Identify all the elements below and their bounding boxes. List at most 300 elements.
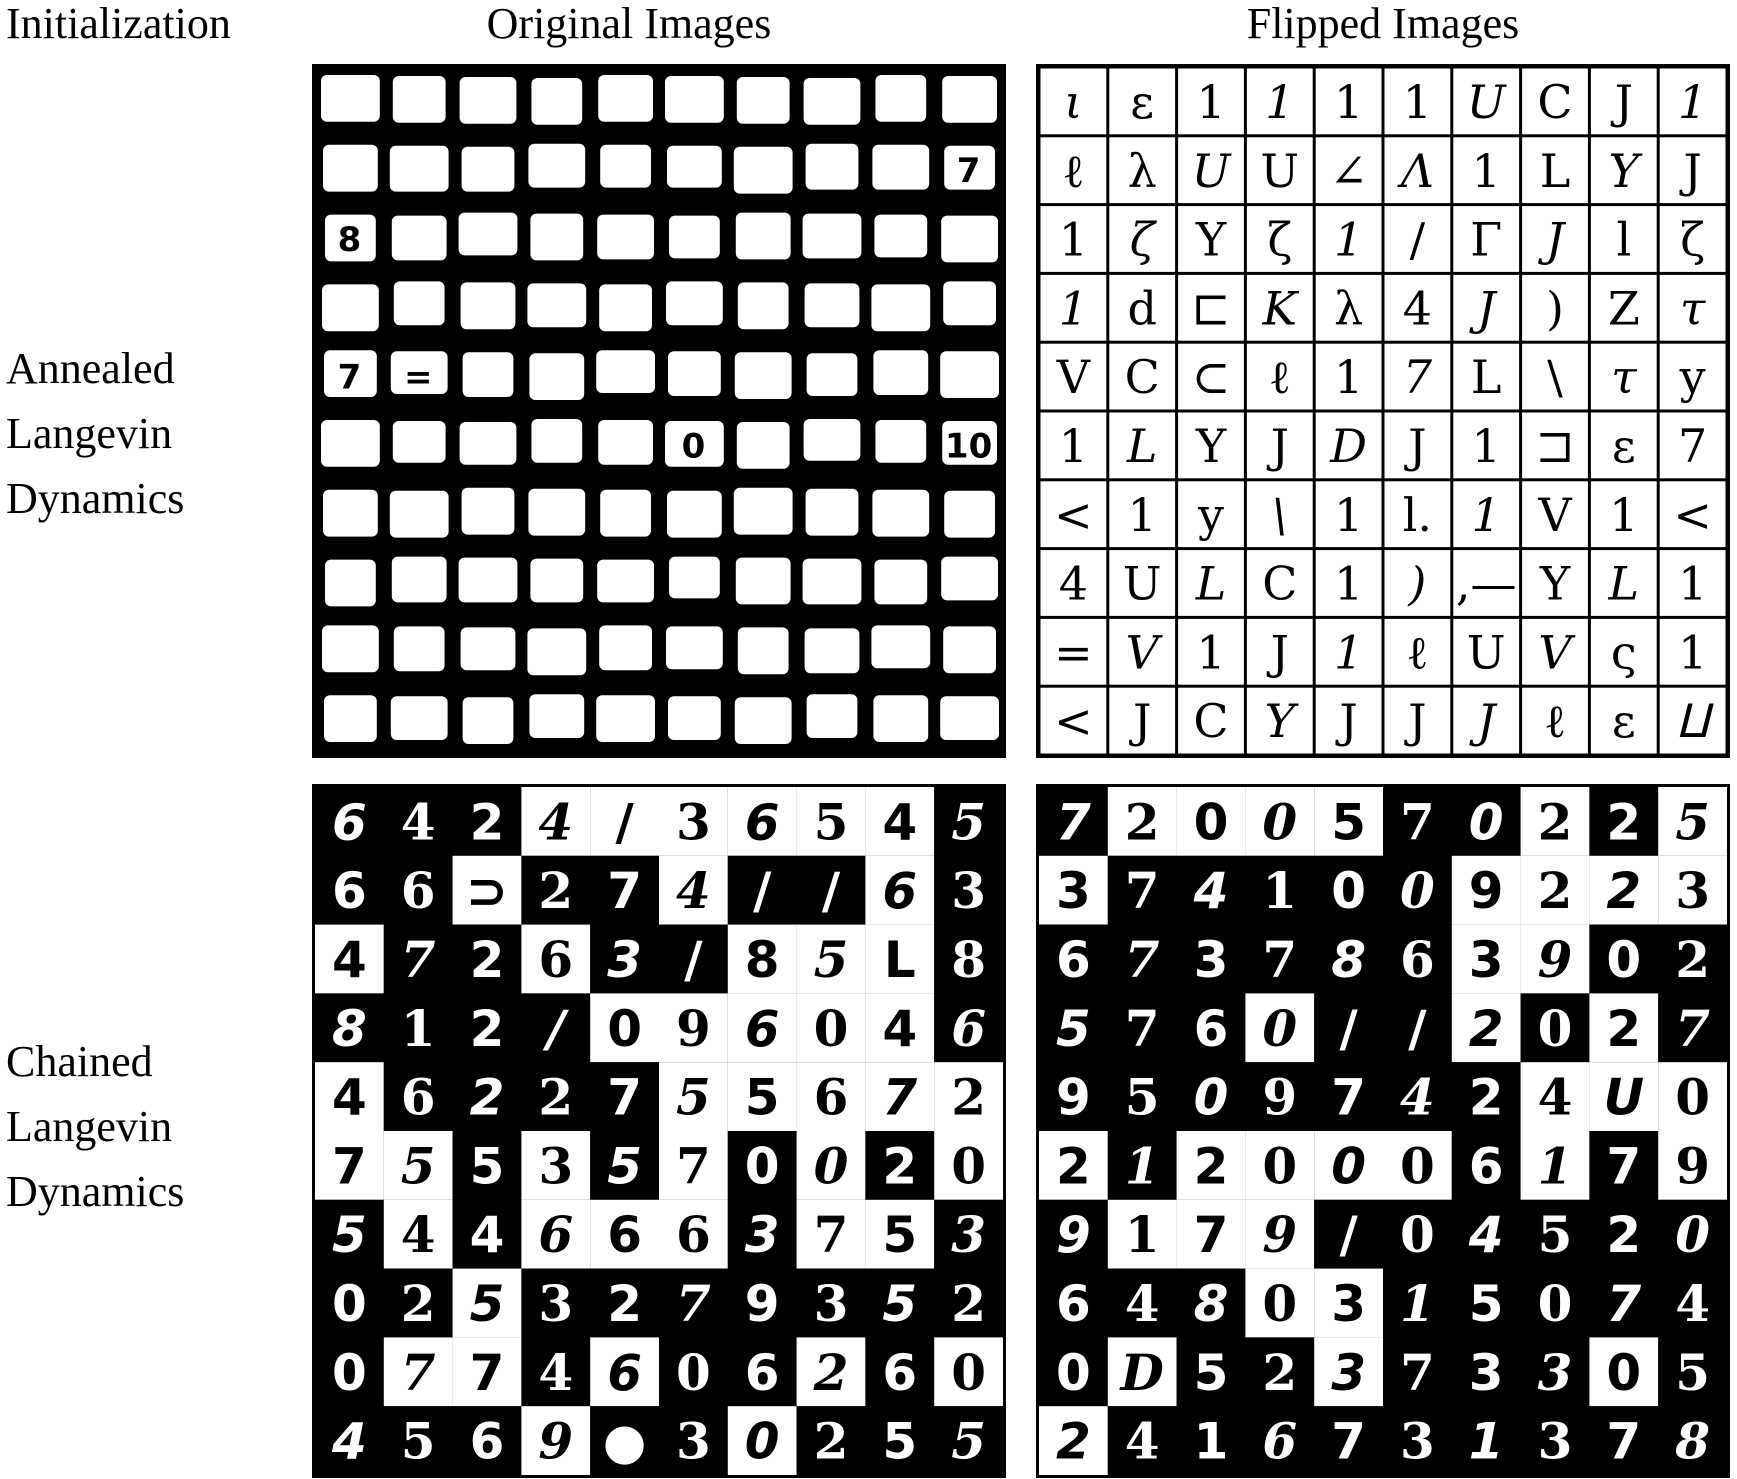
sample-glyph: 1 xyxy=(1471,487,1501,542)
sample-glyph: Y xyxy=(1539,556,1571,611)
sample-cell xyxy=(659,617,728,686)
sample-cell xyxy=(865,67,934,136)
sample-cell xyxy=(934,205,1003,274)
sample-cell xyxy=(865,1131,934,1200)
sample-glyph: ε xyxy=(1611,418,1636,473)
sample-glyph: L xyxy=(1608,556,1640,611)
sample-cell xyxy=(384,480,453,549)
sample-cell xyxy=(1108,925,1177,994)
sample-cell xyxy=(934,1337,1003,1406)
sample-glyph: 1 xyxy=(1609,487,1639,542)
sample-cell xyxy=(590,342,659,411)
sample-glyph: 7 xyxy=(1056,793,1091,852)
white-blob xyxy=(941,216,998,263)
sample-cell xyxy=(1314,925,1383,994)
sample-cell xyxy=(315,993,384,1062)
sample-cell xyxy=(453,1131,522,1200)
sample-glyph: 2 xyxy=(813,1411,849,1471)
sample-cell xyxy=(315,480,384,549)
white-blob xyxy=(460,422,517,465)
sample-cell xyxy=(1316,413,1382,479)
white-blob xyxy=(872,145,929,190)
sample-glyph: 7 xyxy=(1606,1275,1642,1333)
sample-cell xyxy=(728,925,797,994)
sample-glyph: 7 xyxy=(1124,998,1160,1058)
sample-glyph: 0 xyxy=(1606,1343,1642,1402)
sample-cell xyxy=(453,1200,522,1269)
sample-cell xyxy=(728,342,797,411)
sample-glyph: 2 xyxy=(1056,1412,1091,1471)
white-blob xyxy=(462,488,515,535)
sample-glyph: 6 xyxy=(951,998,986,1058)
sample-glyph: 5 xyxy=(744,1068,780,1127)
sample-cell xyxy=(453,136,522,205)
sample-cell xyxy=(1178,344,1244,410)
sample-cell xyxy=(1385,206,1451,272)
sample-glyph: 7 xyxy=(956,151,981,192)
sample-glyph: 0 xyxy=(607,999,642,1058)
sample-cell xyxy=(659,787,728,856)
sample-cell xyxy=(1385,69,1451,135)
sample-cell xyxy=(1109,344,1175,410)
white-blob xyxy=(324,695,377,742)
sample-cell xyxy=(384,136,453,205)
sample-cell xyxy=(934,925,1003,994)
sample-cell xyxy=(384,1269,453,1338)
sample-cell xyxy=(521,411,590,480)
sample-glyph: 6 xyxy=(744,1343,780,1402)
sample-cell xyxy=(1247,619,1313,685)
sample-cell xyxy=(797,1200,866,1269)
sample-glyph: 2 xyxy=(1468,1068,1504,1127)
sample-cell xyxy=(1453,619,1519,685)
sample-glyph: J xyxy=(1683,143,1702,198)
sample-glyph: 9 xyxy=(1056,1206,1091,1265)
white-blob xyxy=(871,284,930,331)
sample-cell xyxy=(728,686,797,755)
sample-glyph: ℓ xyxy=(1268,350,1291,405)
sample-cell xyxy=(1108,993,1177,1062)
sample-cell xyxy=(865,1337,934,1406)
sample-glyph: τ xyxy=(1611,350,1637,405)
sample-glyph: 7 xyxy=(882,1068,918,1127)
sample-glyph: 9 xyxy=(1675,1136,1710,1196)
sample-cell xyxy=(315,856,384,925)
sample-glyph: 5 xyxy=(882,1206,918,1265)
sample-cell xyxy=(1316,550,1382,616)
sample-cell xyxy=(865,617,934,686)
white-blob xyxy=(873,695,928,742)
sample-cell xyxy=(1658,1062,1727,1131)
sample-cell xyxy=(590,1131,659,1200)
sample-cell xyxy=(315,617,384,686)
sample-glyph: 1 xyxy=(1677,556,1708,611)
sample-glyph: 9 xyxy=(676,998,711,1058)
sample-glyph: 3 xyxy=(538,1136,574,1196)
sample-cell xyxy=(1109,206,1175,272)
sample-cell xyxy=(1660,344,1726,410)
sample-glyph: 5 xyxy=(607,1137,642,1196)
sample-glyph: ⊂ xyxy=(1191,350,1231,405)
sample-glyph: 2 xyxy=(1468,999,1504,1058)
sample-cell xyxy=(453,480,522,549)
sample-glyph: 0 xyxy=(951,1136,986,1196)
white-blob xyxy=(599,284,652,331)
sample-cell xyxy=(1452,1269,1521,1338)
sample-cell xyxy=(659,993,728,1062)
sample-glyph: 9 xyxy=(1262,1067,1298,1127)
sample-glyph: < xyxy=(1054,487,1093,542)
sample-cell xyxy=(1521,787,1590,856)
sample-glyph: 4 xyxy=(882,999,918,1058)
sample-glyph: D xyxy=(1330,418,1368,473)
sample-cell xyxy=(797,273,866,342)
sample-glyph: 2 xyxy=(469,999,505,1058)
sample-glyph: J xyxy=(1270,418,1290,473)
sample-cell xyxy=(1452,787,1521,856)
sample-glyph: 6 xyxy=(607,1343,642,1402)
header-original-images: Original Images xyxy=(486,0,772,48)
sample-cell xyxy=(1522,206,1588,272)
sample-glyph: 3 xyxy=(1331,1343,1366,1402)
white-blob xyxy=(669,557,720,599)
sample-cell xyxy=(1660,481,1726,547)
sample-cell xyxy=(590,273,659,342)
sample-cell xyxy=(865,549,934,618)
sample-cell xyxy=(1452,856,1521,925)
sample-cell xyxy=(590,549,659,618)
sample-glyph: 2 xyxy=(607,1275,642,1333)
sample-cell xyxy=(1247,137,1313,203)
sample-glyph: 4 xyxy=(1402,281,1433,336)
sample-cell xyxy=(1589,1269,1658,1338)
white-blob xyxy=(321,75,380,122)
sample-glyph: ζ xyxy=(1680,212,1706,267)
sample-glyph: 3 xyxy=(676,792,711,852)
sample-cell xyxy=(384,1131,453,1200)
sample-cell xyxy=(590,136,659,205)
white-blob xyxy=(462,147,515,192)
sample-cell xyxy=(1658,787,1727,856)
sample-cell xyxy=(384,787,453,856)
sample-cell xyxy=(1660,137,1726,203)
sample-glyph: 3 xyxy=(951,861,986,921)
white-blob xyxy=(669,216,720,259)
sample-cell xyxy=(315,411,384,480)
sample-cell xyxy=(1109,550,1175,616)
sample-cell xyxy=(1660,206,1726,272)
sample-glyph: 0 xyxy=(1193,793,1229,852)
sample-glyph: Y xyxy=(1195,212,1227,267)
white-blob xyxy=(668,696,721,740)
sample-cell xyxy=(315,925,384,994)
sample-cell xyxy=(1108,1406,1177,1475)
sample-glyph: 6 xyxy=(469,1412,505,1471)
sample-cell xyxy=(865,787,934,856)
sample-cell xyxy=(797,1337,866,1406)
white-blob xyxy=(806,489,859,536)
sample-cell xyxy=(1521,1131,1590,1200)
sample-cell xyxy=(797,411,866,480)
sample-glyph: < xyxy=(1673,487,1712,542)
white-blob xyxy=(807,353,858,396)
white-blob xyxy=(738,282,789,329)
sample-cell xyxy=(384,1337,453,1406)
sample-cell xyxy=(521,925,590,994)
sample-glyph: 0 xyxy=(813,1136,849,1196)
sample-glyph: C xyxy=(1124,350,1160,405)
sample-cell xyxy=(1658,1131,1727,1200)
white-blob xyxy=(874,215,927,258)
sample-glyph: J xyxy=(1408,694,1427,749)
white-blob xyxy=(393,76,446,123)
sample-glyph: ε xyxy=(1611,694,1636,749)
sample-cell xyxy=(384,856,453,925)
sample-cell xyxy=(659,136,728,205)
sample-glyph: V xyxy=(1538,625,1572,680)
sample-cell xyxy=(1452,1406,1521,1475)
sample-cell xyxy=(934,342,1003,411)
sample-glyph: 1 xyxy=(1471,418,1501,473)
white-blob xyxy=(531,78,582,125)
sample-cell xyxy=(1522,275,1588,341)
sample-cell xyxy=(590,993,659,1062)
sample-cell xyxy=(521,136,590,205)
sample-cell xyxy=(315,1337,384,1406)
sample-glyph: τ xyxy=(1679,281,1706,336)
sample-glyph: V xyxy=(1056,350,1091,405)
sample-glyph: 0 xyxy=(1331,862,1366,921)
white-blob xyxy=(528,489,585,536)
sample-glyph: 7 xyxy=(400,930,436,989)
sample-cell xyxy=(659,856,728,925)
sample-glyph: 6 xyxy=(332,793,367,852)
sample-cell xyxy=(1591,481,1657,547)
sample-cell xyxy=(453,549,522,618)
sample-cell xyxy=(1039,925,1108,994)
sample-glyph: λ xyxy=(1334,281,1364,336)
row-label-line: Langevin xyxy=(6,409,173,458)
sample-glyph: 7 xyxy=(1400,1342,1435,1402)
sample-cell xyxy=(453,205,522,274)
sample-glyph: C xyxy=(1262,556,1298,611)
sample-cell xyxy=(728,1200,797,1269)
white-blob xyxy=(943,626,996,673)
sample-glyph: 2 xyxy=(1537,861,1573,921)
sample-cell xyxy=(1589,787,1658,856)
white-blob xyxy=(872,490,929,537)
sample-cell xyxy=(453,1269,522,1338)
sample-cell xyxy=(728,1406,797,1475)
white-blob xyxy=(531,419,582,463)
sample-cell xyxy=(1041,688,1107,754)
white-blob xyxy=(875,75,926,122)
sample-glyph: U xyxy=(1191,143,1231,198)
sample-glyph: 7 xyxy=(1331,1068,1366,1127)
sample-glyph: 7 xyxy=(400,1342,436,1402)
sample-glyph: 2 xyxy=(1606,1206,1642,1265)
sample-glyph: 1 xyxy=(1196,74,1226,129)
sample-glyph: 10 xyxy=(944,426,993,467)
row-label-line: Annealed xyxy=(6,344,175,393)
sample-cell xyxy=(1177,856,1246,925)
sample-cell xyxy=(384,617,453,686)
sample-cell xyxy=(934,549,1003,618)
white-blob xyxy=(737,422,790,469)
sample-cell xyxy=(1591,344,1657,410)
white-blob xyxy=(390,146,449,192)
sample-cell xyxy=(797,1406,866,1475)
sample-cell xyxy=(1658,856,1727,925)
sample-cell xyxy=(384,1200,453,1269)
sample-glyph: 1 xyxy=(1677,74,1708,129)
sample-glyph: 4 xyxy=(400,792,436,852)
sample-cell xyxy=(1041,481,1107,547)
sample-cell xyxy=(1591,137,1657,203)
sample-glyph: 2 xyxy=(538,1067,574,1127)
sample-cell xyxy=(590,1200,659,1269)
sample-cell xyxy=(1178,206,1244,272)
sample-cell xyxy=(1245,925,1314,994)
sample-glyph: = xyxy=(403,357,433,398)
sample-glyph: 2 xyxy=(951,1067,986,1127)
sample-cell xyxy=(453,617,522,686)
sample-cell xyxy=(1316,137,1382,203)
white-blob xyxy=(391,696,448,740)
sample-glyph: 7 xyxy=(1262,930,1298,989)
sample-glyph: 6 xyxy=(813,1067,849,1127)
sample-glyph: 7 xyxy=(1606,1412,1642,1471)
sample-cell xyxy=(1247,206,1313,272)
sample-cell xyxy=(934,480,1003,549)
sample-glyph: 3 xyxy=(1675,861,1710,921)
sample-glyph: / xyxy=(615,793,634,852)
sample-cell xyxy=(659,1337,728,1406)
sample-cell xyxy=(1178,550,1244,616)
sample-cell xyxy=(1591,688,1657,754)
sample-glyph: 6 xyxy=(882,862,918,921)
sample-cell xyxy=(1385,481,1451,547)
sample-glyph: 5 xyxy=(400,1136,436,1196)
sample-cell xyxy=(1453,137,1519,203)
sample-glyph: 9 xyxy=(744,1275,780,1333)
sample-glyph: 4 xyxy=(538,1342,574,1402)
sample-cell xyxy=(1453,275,1519,341)
sample-glyph: 5 xyxy=(400,1411,436,1471)
white-blob xyxy=(393,421,446,463)
sample-glyph: 3 xyxy=(607,931,642,989)
sample-cell xyxy=(384,205,453,274)
sample-cell xyxy=(1041,206,1107,272)
sample-cell xyxy=(1383,856,1452,925)
white-blob xyxy=(392,216,447,261)
sample-glyph: 4 xyxy=(1193,862,1229,921)
sample-cell xyxy=(1385,688,1451,754)
sample-cell xyxy=(1041,550,1107,616)
sample-cell xyxy=(1658,925,1727,994)
sample-cell xyxy=(1039,856,1108,925)
white-blob xyxy=(940,696,999,740)
sample-cell xyxy=(934,686,1003,755)
sample-glyph: 0 xyxy=(1331,1137,1366,1196)
panel-annealed-original xyxy=(312,64,1006,758)
sample-glyph: 6 xyxy=(538,1205,574,1265)
sample-cell xyxy=(1522,619,1588,685)
sample-glyph: 0 xyxy=(1262,792,1298,852)
row-label-line: Chained xyxy=(6,1037,153,1086)
sample-cell xyxy=(659,342,728,411)
sample-cell xyxy=(934,993,1003,1062)
sample-glyph: L xyxy=(1470,350,1502,405)
sample-cell xyxy=(1314,1337,1383,1406)
white-blob xyxy=(325,560,376,607)
sample-cell xyxy=(1589,1337,1658,1406)
sample-glyph: Y xyxy=(1264,694,1295,749)
sample-glyph: 5 xyxy=(469,1275,505,1333)
sample-cell xyxy=(590,67,659,136)
sample-glyph: 9 xyxy=(1262,1205,1298,1265)
sample-cell xyxy=(797,67,866,136)
sample-glyph: 0 xyxy=(1262,998,1298,1058)
white-blob xyxy=(804,78,861,125)
sample-cell xyxy=(934,67,1003,136)
sample-cell xyxy=(1316,688,1382,754)
white-blob xyxy=(459,558,518,603)
sample-cell xyxy=(1522,550,1588,616)
sample-cell xyxy=(865,411,934,480)
sample-cell xyxy=(797,617,866,686)
sample-glyph: 0 xyxy=(1675,1205,1710,1265)
sample-glyph: λ xyxy=(1127,143,1157,198)
sample-glyph: 5 xyxy=(676,1067,711,1127)
sample-glyph: y xyxy=(1198,487,1224,542)
sample-cell xyxy=(1521,1269,1590,1338)
sample-glyph: 1 xyxy=(1402,74,1433,129)
sample-glyph: 1 xyxy=(1127,487,1157,542)
sample-glyph: 4 xyxy=(1058,556,1089,611)
sample-cell xyxy=(1316,275,1382,341)
sample-cell xyxy=(521,787,590,856)
row-label-line: Dynamics xyxy=(6,474,185,523)
sample-glyph: 3 xyxy=(1537,1342,1573,1402)
sample-cell xyxy=(1521,1406,1590,1475)
sample-cell xyxy=(1314,787,1383,856)
sample-cell xyxy=(1589,856,1658,925)
white-blob xyxy=(529,694,584,738)
sample-cell xyxy=(934,1200,1003,1269)
sample-cell xyxy=(590,617,659,686)
sample-glyph: 1 xyxy=(1196,625,1226,680)
row-label-chained xyxy=(6,1029,184,1224)
sample-cell xyxy=(521,480,590,549)
sample-cell xyxy=(1314,1062,1383,1131)
white-blob xyxy=(323,490,378,537)
sample-glyph: 5 xyxy=(813,930,849,989)
sample-cell xyxy=(453,273,522,342)
sample-cell xyxy=(1591,275,1657,341)
sample-cell xyxy=(521,342,590,411)
white-blob xyxy=(805,283,860,327)
sample-glyph: 5 xyxy=(469,1137,505,1196)
sample-glyph: L xyxy=(1195,556,1227,611)
sample-cell xyxy=(1385,137,1451,203)
sample-glyph: 4 xyxy=(882,793,918,852)
white-blob xyxy=(599,625,652,670)
sample-cell xyxy=(1245,1406,1314,1475)
sample-glyph: 0 xyxy=(1400,1205,1435,1265)
sample-cell xyxy=(1521,1337,1590,1406)
white-blob xyxy=(461,282,516,329)
